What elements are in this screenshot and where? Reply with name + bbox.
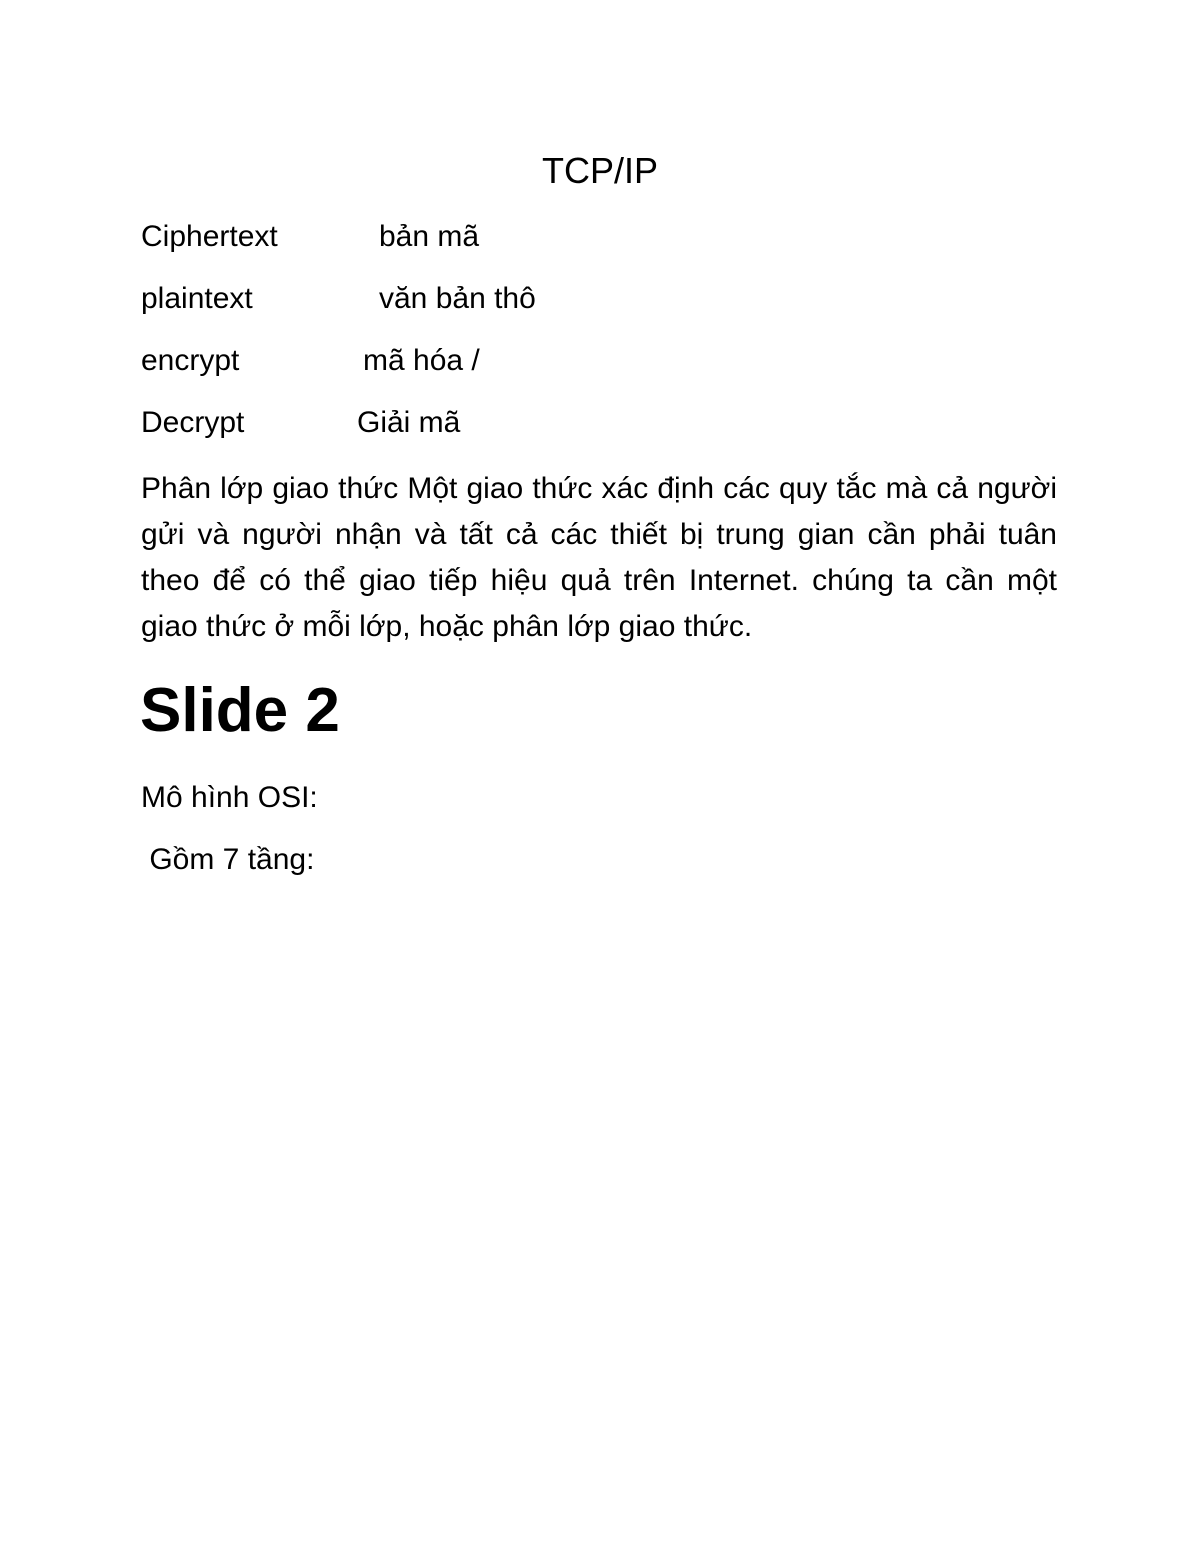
glossary-meaning: văn bản thô [379, 282, 536, 315]
page-title: TCP/IP [541, 150, 658, 191]
section-heading: Slide 2 [140, 676, 340, 745]
glossary-term: encrypt [141, 344, 240, 377]
glossary-meaning: mã hóa / [363, 344, 480, 377]
glossary-meaning: Giải mã [357, 406, 461, 439]
glossary-term: Decrypt [141, 406, 245, 439]
body-paragraph: Phân lớp giao thức Một giao thức xác định các quy tắc mà cả người gửi và người nhận và tất cả các thiết bị trung gian cần phải tuân theo để có thể giao tiếp hiệu quả trên Internet. chúng ta cần một giao thức ở mỗi lớp, hoặc phân lớp giao thức. [141, 472, 1057, 643]
layers-line: Gồm 7 tầng: [141, 843, 315, 876]
osi-model-line: Mô hình OSI: [141, 781, 318, 814]
glossary-term: plaintext [141, 282, 253, 315]
glossary-term: Ciphertext [141, 220, 278, 253]
glossary-meaning: bản mã [379, 220, 480, 253]
